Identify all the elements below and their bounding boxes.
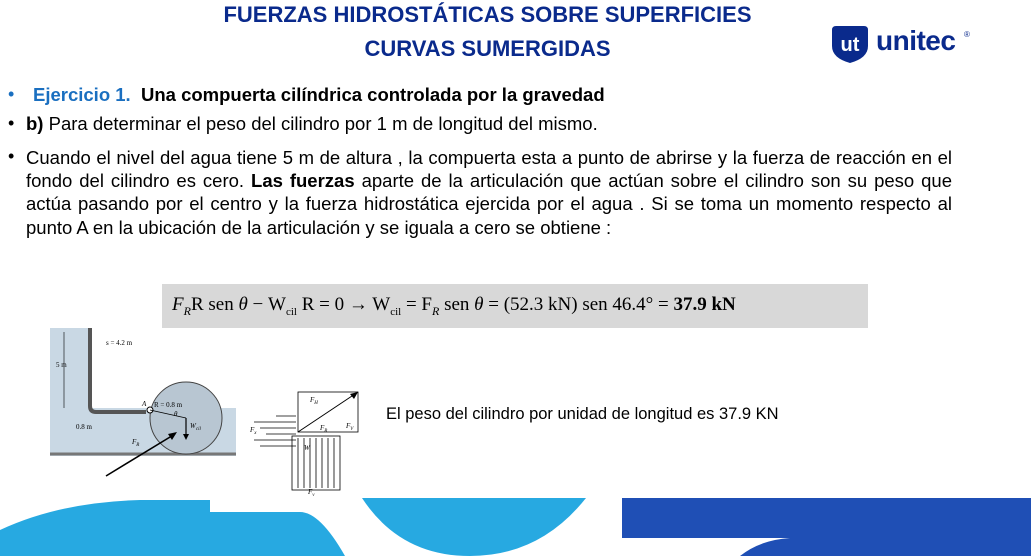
left-band <box>0 500 345 556</box>
explanation-paragraph <box>26 146 952 239</box>
eq-result: 37.9 kN <box>673 294 736 315</box>
eq-theta2: θ <box>474 294 484 315</box>
fx-label-main: F <box>250 426 255 434</box>
s-label: s = 4.2 m <box>106 339 133 347</box>
center-band <box>362 498 586 556</box>
theta-label: θ <box>174 410 178 418</box>
fr-label-main: F <box>132 438 137 446</box>
equation-box <box>162 284 868 328</box>
fr-label-sub: R <box>136 443 140 448</box>
horizontal-pressure-arrows <box>254 416 296 446</box>
fv-label-main: F <box>346 422 351 430</box>
gate-diagram <box>50 328 236 478</box>
eq-part4: sen <box>439 294 470 315</box>
unitec-shield-icon <box>828 24 872 64</box>
logo-word: unitec <box>876 25 956 56</box>
fr2-label-main: F <box>320 424 325 432</box>
r-label: R = 0.8 m <box>154 401 183 409</box>
explanation-part2: aparte de la articulación que actúan sobre el cilindro son su peso que actúa pasando por el centro y la fuerza hidrostática ejercida por el agua . Si se toma un momento respecto al punto A en la ubicación de la articulación y se iguala a cero se obtiene : <box>26 170 953 238</box>
bullet-dot-1: • <box>8 84 15 104</box>
fv-label <box>345 422 354 432</box>
fh-label-sub: H <box>314 401 318 406</box>
eq-cil2: cil <box>390 305 402 318</box>
right-band <box>622 498 1031 556</box>
moment-equation <box>172 294 736 319</box>
logo-registered: ® <box>964 30 970 39</box>
part-b-label: b) <box>26 113 44 134</box>
bullet-dot-3: • <box>8 146 15 166</box>
eq-fr-sub: R <box>183 303 191 318</box>
w-label-main: W <box>190 422 196 430</box>
part-b-text: Para determinar el peso del cilindro por 1 m de longitud del mismo. <box>48 113 598 134</box>
fy-label-main: F <box>308 488 313 496</box>
fh-label-main: F <box>310 396 315 404</box>
page-title-line1: FUERZAS HIDROSTÁTICAS SOBRE SUPERFICIES <box>223 2 752 27</box>
fx-label-sub: x <box>254 431 257 436</box>
unitec-logo <box>828 24 978 64</box>
result-text: El peso del cilindro por unidad de longitud es 37.9 KN <box>386 405 779 423</box>
fy-label-sub: y <box>312 493 315 496</box>
bullet-b <box>26 112 598 136</box>
bottom-label: 0.8 m <box>76 423 92 431</box>
free-body-diagram <box>246 388 376 496</box>
eq-part3: = F <box>401 294 432 315</box>
eq-part5: = (52.3 kN) sen 46.4° = <box>483 294 674 315</box>
w2-label: W <box>304 444 310 452</box>
bottom-decoration <box>0 490 1031 556</box>
a-label: A <box>142 400 147 408</box>
bullet-exercise <box>33 83 605 107</box>
eq-fr: F <box>172 294 184 315</box>
exercise-label: Ejercicio 1. <box>33 84 131 105</box>
fh-label <box>309 396 318 406</box>
eq-part2: R = 0 → W <box>296 294 391 315</box>
eq-part1: R sen <box>190 294 234 315</box>
fv-label-sub: V <box>350 427 354 432</box>
eq-cil1: cil <box>285 305 297 318</box>
eq-theta1: θ <box>238 294 248 315</box>
resultant-arrowhead <box>350 392 358 399</box>
exercise-title: Una compuerta cilíndrica controlada por la gravedad <box>140 84 605 105</box>
fx-label <box>249 426 257 436</box>
eq-fr-sub2: R <box>431 303 440 318</box>
explanation-part1: Cuando el nivel del agua tiene 5 m de altura , la compuerta esta a punto de abrirse y la fuerza de reacción en el fondo del cilindro es cero. <box>26 147 952 192</box>
depth-label: 5 m <box>56 361 67 369</box>
explanation-bold: Las fuerzas <box>251 170 355 192</box>
w-label-sub: cil <box>195 427 201 432</box>
fr2-label-sub: R <box>324 429 328 434</box>
page-title-line2: CURVAS SUMERGIDAS <box>364 36 611 61</box>
fr2-label <box>319 424 327 434</box>
logo-mark-text: ut <box>840 34 860 56</box>
eq-minus-w: − W <box>247 294 286 315</box>
bullet-dot-2: • <box>8 113 15 133</box>
